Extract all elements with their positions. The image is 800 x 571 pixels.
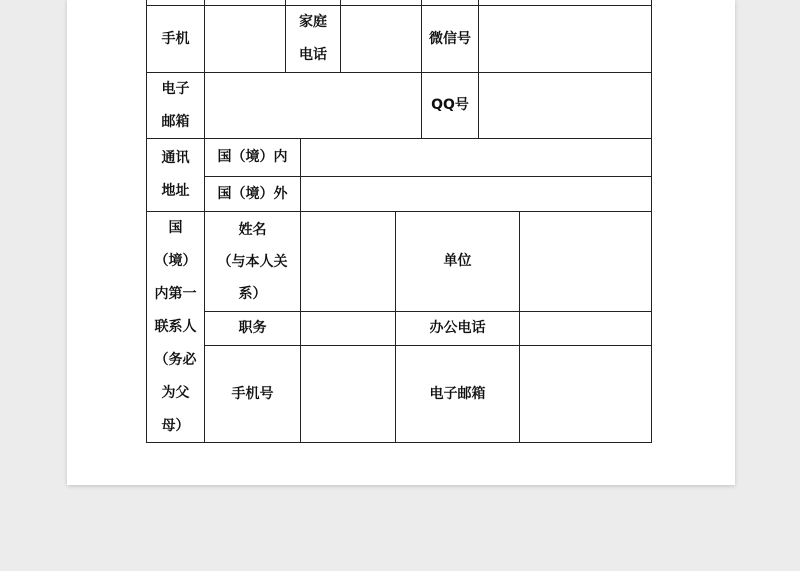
contact-email-field[interactable]: [519, 345, 652, 443]
contact-position-label: 职务: [204, 311, 301, 346]
contact-unit-label: 单位: [395, 211, 520, 312]
address-group-label: 通讯 地址: [146, 138, 205, 212]
first-contact-group-label: 国 （境） 内第一 联系人 （务必 为父 母）: [146, 211, 205, 443]
contact-mobile-field[interactable]: [300, 345, 396, 443]
contact-office-phone-field[interactable]: [519, 311, 652, 346]
domestic-address-label: 国（境）内: [204, 138, 301, 177]
mobile-label: 手机: [146, 5, 205, 73]
qq-field[interactable]: [478, 72, 652, 139]
wechat-label: 微信号: [421, 5, 479, 73]
contact-name-field[interactable]: [300, 211, 396, 312]
document-page: [67, 0, 735, 485]
overseas-address-field[interactable]: [300, 176, 652, 212]
contact-office-phone-label: 办公电话: [395, 311, 520, 346]
contact-position-field[interactable]: [300, 311, 396, 346]
overseas-address-label: 国（境）外: [204, 176, 301, 212]
email-label: 电子 邮箱: [146, 72, 205, 139]
mobile-field[interactable]: [204, 5, 286, 73]
contact-mobile-label: 手机号: [204, 345, 301, 443]
contact-name-label: 姓名 （与本人关 系）: [204, 211, 301, 312]
wechat-field[interactable]: [478, 5, 652, 73]
domestic-address-field[interactable]: [300, 138, 652, 177]
contact-email-label: 电子邮箱: [395, 345, 520, 443]
home-phone-field[interactable]: [340, 5, 422, 73]
qq-label: QQ号: [421, 72, 479, 139]
home-phone-label: 家庭 电话: [285, 5, 341, 73]
contact-unit-field[interactable]: [519, 211, 652, 312]
